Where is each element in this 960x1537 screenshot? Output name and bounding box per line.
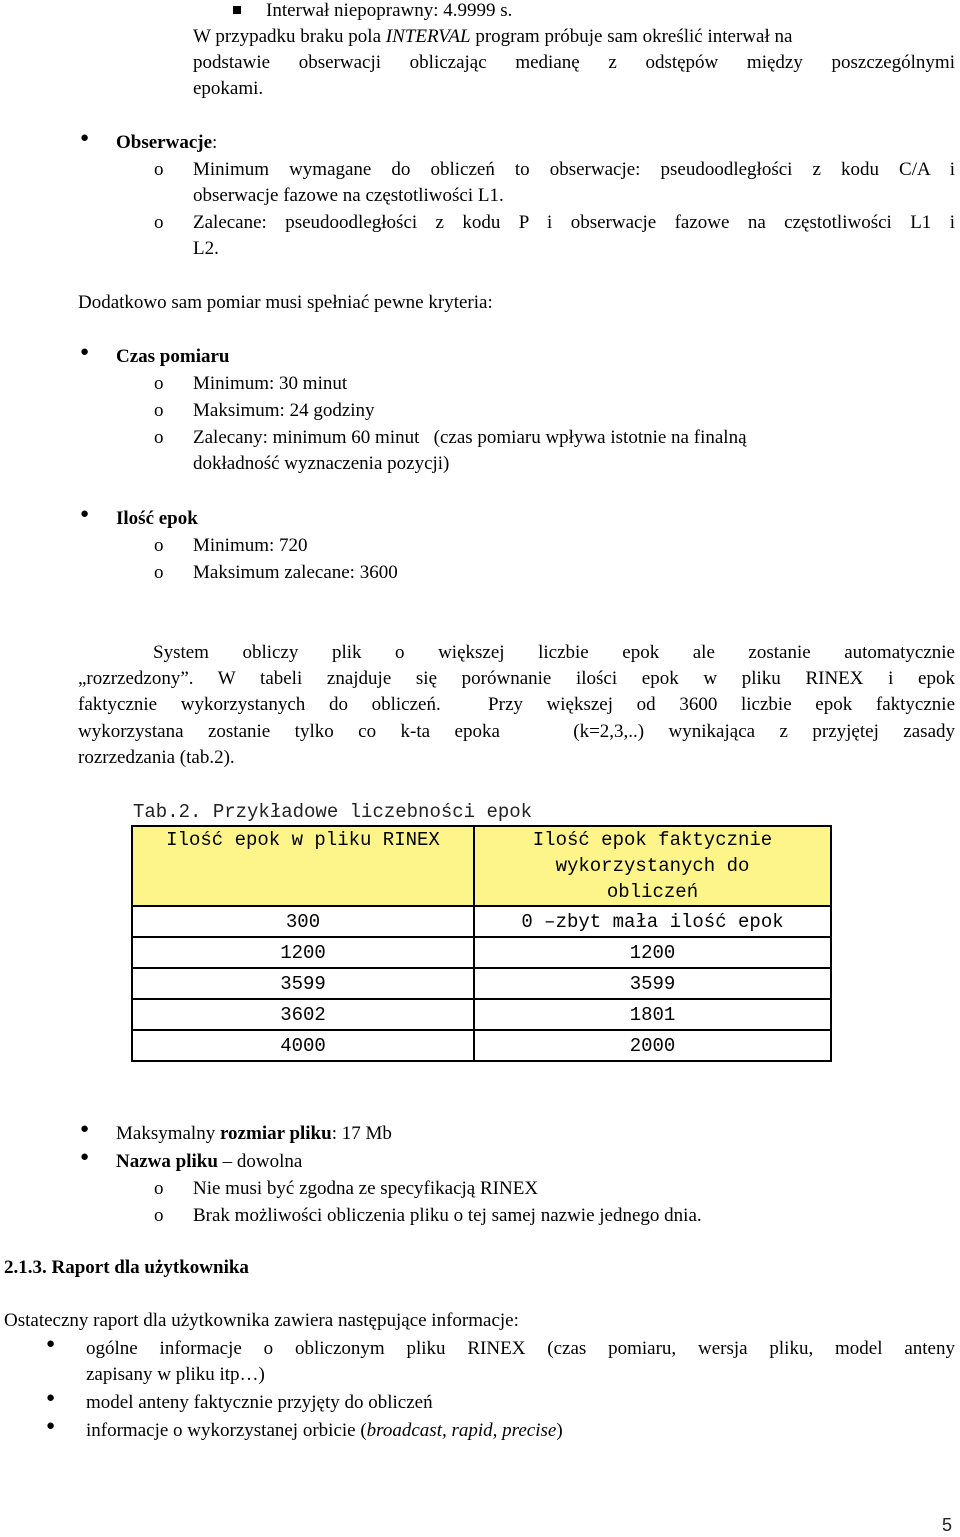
bullet-icon: ● — [80, 1121, 90, 1137]
bullet-icon: ● — [46, 1418, 56, 1434]
czas-heading: Czas pomiaru — [116, 346, 230, 367]
obserwacje-item1-line2: obserwacje fazowe na częstotliwości L1. — [193, 185, 504, 206]
table-cell: 1200 — [132, 937, 474, 968]
bullet-icon: ● — [80, 344, 90, 360]
report-item1-line1: ogólne informacje o obliczonym pliku RINEX (czas pomiaru, wersja pliku, model anteny — [86, 1338, 955, 1359]
czas-item3: Zalecany: minimum 60 minut (czas pomiaru wpływa istotnie na finalną — [193, 427, 747, 448]
table-cell: 1801 — [474, 999, 831, 1030]
table-cell: 3599 — [132, 968, 474, 999]
filename-item1: Nie musi być zgodna ze specyfikacją RINEX — [193, 1178, 539, 1199]
table-cell: 4000 — [132, 1030, 474, 1061]
filename-item2: Brak możliwości obliczenia pliku o tej samej nazwie jednego dnia. — [193, 1205, 702, 1226]
bullet-icon: ● — [80, 506, 90, 522]
sub-bullet-icon: o — [154, 535, 164, 556]
section-heading: 2.1.3. Raport dla użytkownika — [4, 1257, 249, 1278]
system-para-line4: wykorzystana zostanie tylko co k-ta epoka (k=2,3,..) wynikająca z przyjętej zasady — [78, 721, 955, 742]
system-para-line5: rozrzedzania (tab.2). — [78, 747, 235, 768]
ilosc-item2: Maksimum zalecane: 3600 — [193, 562, 398, 583]
czas-item3-cont: dokładność wyznaczenia pozycji) — [193, 453, 450, 474]
table-header-cell: Ilość epok faktycznie wykorzystanych do obliczeń — [474, 826, 831, 906]
table-row — [132, 968, 831, 999]
sub-bullet-icon: o — [154, 1178, 164, 1199]
table-cell: 1200 — [474, 937, 831, 968]
page-number: 5 — [941, 1515, 952, 1535]
sub-bullet-icon: o — [154, 212, 164, 233]
table-row — [132, 937, 831, 968]
obserwacje-heading: Obserwacje: — [116, 132, 218, 153]
table-cell: 0 –zbyt mała ilość epok — [474, 906, 831, 937]
table-cell: 300 — [132, 906, 474, 937]
interval-note-line2: podstawie obserwacji obliczając medianę z odstępów między poszczególnymi — [193, 52, 955, 73]
report-item3: informacje o wykorzystanej orbicie (broadcast, rapid, precise) — [86, 1420, 563, 1441]
max-size: Maksymalny rozmiar pliku: 17 Mb — [116, 1123, 392, 1144]
czas-item2: Maksimum: 24 godziny — [193, 400, 375, 421]
table-header-row — [132, 826, 831, 906]
table-header-cell: Ilość epok w pliku RINEX — [132, 826, 474, 906]
system-para-line3: faktycznie wykorzystanych do obliczeń. Przy większej od 3600 liczbie epok faktycznie — [78, 694, 955, 715]
sub-bullet-icon: o — [154, 373, 164, 394]
sub-bullet-icon: o — [154, 562, 164, 583]
bullet-icon: ● — [46, 1336, 56, 1352]
interval-bad: Interwał niepoprawny: 4.9999 s. — [266, 0, 513, 21]
sub-bullet-icon: o — [154, 159, 164, 180]
obserwacje-item1-line1: Minimum wymagane do obliczeń to obserwacje: pseudoodległości z kodu C/A i — [193, 159, 955, 180]
czas-item1: Minimum: 30 minut — [193, 373, 348, 394]
interval-note-line1: W przypadku braku pola INTERVAL program próbuje sam określić interwał na — [193, 26, 793, 47]
criteria-intro: Dodatkowo sam pomiar musi spełniać pewne kryteria: — [78, 292, 493, 313]
bullet-icon: ● — [80, 130, 90, 146]
filename-heading: Nazwa pliku – dowolna — [116, 1151, 303, 1172]
system-para-line2: „rozrzedzony”. W tabeli znajduje się porównanie ilości epok w pliku RINEX i epok — [78, 668, 955, 689]
report-item1-line2: zapisany w pliku itp…) — [86, 1364, 265, 1385]
interval-note-line3: epokami. — [193, 78, 264, 99]
report-intro: Ostateczny raport dla użytkownika zawiera następujące informacje: — [4, 1310, 519, 1331]
table-cell: 3602 — [132, 999, 474, 1030]
bullet-icon: ● — [80, 1149, 90, 1165]
table-cell: 2000 — [474, 1030, 831, 1061]
table-row — [132, 1030, 831, 1061]
sub-bullet-icon: o — [154, 400, 164, 421]
table-row — [132, 999, 831, 1030]
interval-field-name: INTERVAL — [385, 26, 471, 47]
obserwacje-item2-line2: L2. — [193, 238, 219, 259]
table-caption: Tab.2. Przykładowe liczebności epok — [133, 801, 533, 823]
bullet-icon: ● — [46, 1390, 56, 1406]
obserwacje-item2-line1: Zalecane: pseudoodległości z kodu P i obserwacje fazowe na częstotliwości L1 i — [193, 212, 955, 233]
report-item2: model anteny faktycznie przyjęty do obliczeń — [86, 1392, 433, 1413]
table-row — [132, 906, 831, 937]
epoch-table — [131, 825, 832, 1062]
sub-bullet-icon: o — [154, 427, 164, 448]
sub-bullet-icon: o — [154, 1205, 164, 1226]
ilosc-heading: Ilość epok — [116, 508, 198, 529]
table-cell: 3599 — [474, 968, 831, 999]
system-para-line1: System obliczy plik o większej liczbie epok ale zostanie automatycznie — [153, 642, 955, 663]
ilosc-item1: Minimum: 720 — [193, 535, 308, 556]
square-bullet-icon — [233, 6, 241, 14]
